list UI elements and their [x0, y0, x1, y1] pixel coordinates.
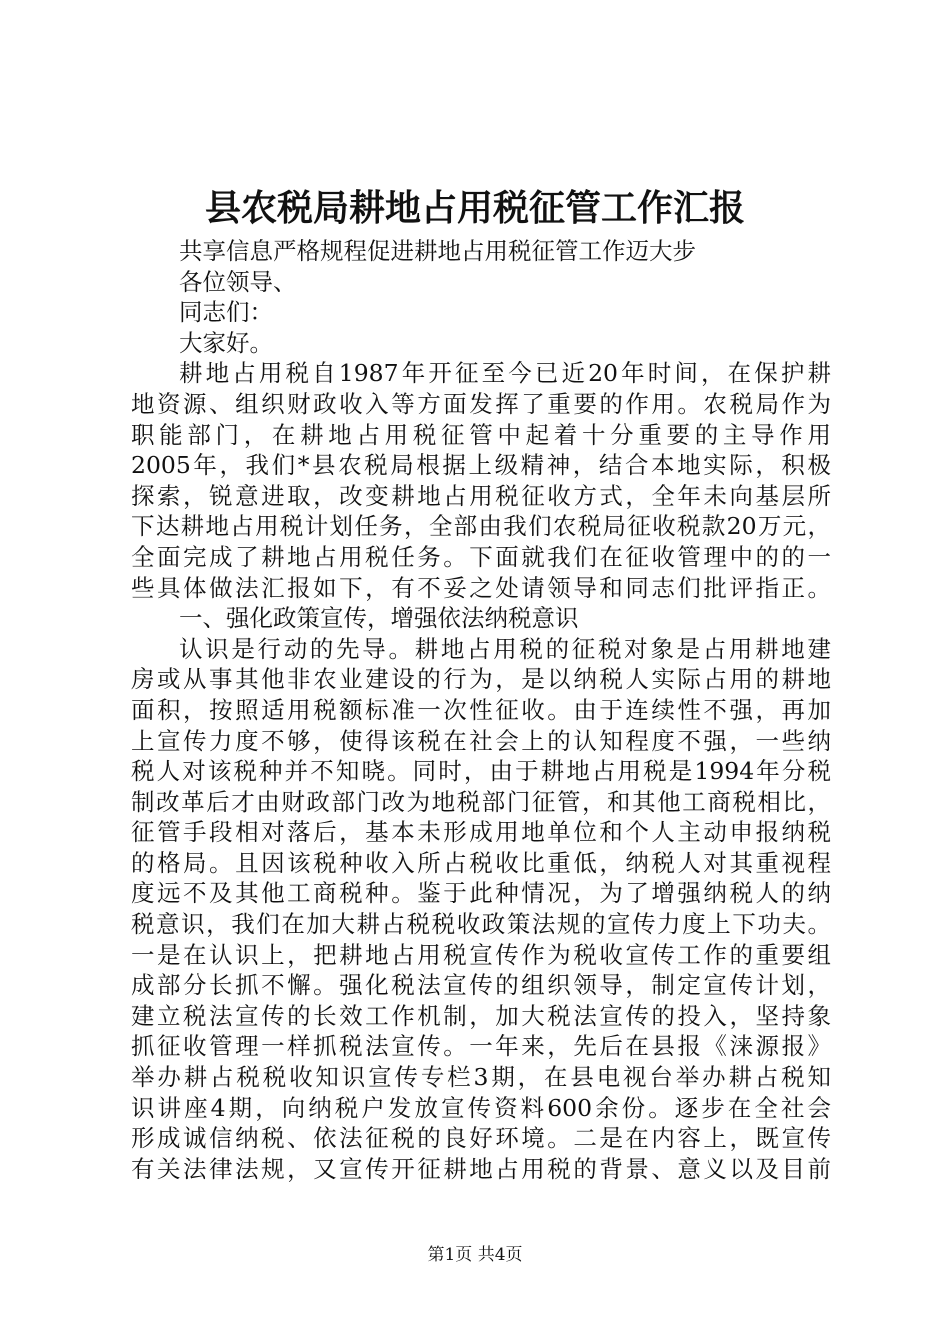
document-body	[131, 236, 831, 1184]
text-line: 面积，按照适用税额标准一次性征收。由于连续性不强，再加	[131, 695, 831, 724]
text-line: 地资源、组织财政收入等方面发挥了重要的作用。农税局作为	[131, 389, 831, 418]
text-line: 成部分长抓不懈。强化税法宣传的组织领导，制定宣传计划，	[131, 971, 831, 1000]
text-line: 税人对该税种并不知晓。同时，由于耕地占用税是1994年分税	[131, 757, 831, 786]
text-line: 全面完成了耕地占用税任务。下面就我们在征收管理中的的一	[131, 542, 831, 571]
text-line: 职能部门，在耕地占用税征管中起着十分重要的主导作用	[131, 420, 831, 449]
text-line: 2005年，我们*县农税局根据上级精神，结合本地实际，积极	[131, 451, 831, 480]
text-line: 征管手段相对落后，基本未形成用地单位和个人主动申报纳税	[131, 818, 831, 847]
text-line: 共享信息严格规程促进耕地占用税征管工作迈大步	[179, 237, 696, 265]
text-line: 些具体做法汇报如下，有不妥之处请领导和同志们批评指正。	[131, 573, 831, 602]
text-line: 形成诚信纳税、依法征税的良好环境。二是在内容上，既宣传	[131, 1124, 831, 1153]
text-line: 的格局。且因该税种收入所占税收比重低，纳税人对其重视程	[131, 848, 831, 877]
text-line: 制改革后才由财政部门改为地税部门征管，和其他工商税相比，	[131, 787, 831, 816]
text-line: 抓征收管理一样抓税法宣传。一年来，先后在县报《涞源报》	[131, 1032, 831, 1061]
text-line: 一、强化政策宣传，增强依法纳税意识	[179, 604, 579, 633]
text-line: 度远不及其他工商税种。鉴于此种情况，为了增强纳税人的纳	[131, 879, 831, 908]
text-line: 各位领导、	[179, 267, 297, 296]
text-line: 识讲座4期，向纳税户发放宣传资料600余份。逐步在全社会	[131, 1093, 831, 1122]
text-line: 一是在认识上，把耕地占用税宣传作为税收宣传工作的重要组	[131, 940, 831, 969]
text-line: 同志们：	[179, 298, 273, 327]
text-line: 探索，锐意进取，改变耕地占用税征收方式，全年未向基层所	[131, 481, 831, 510]
text-line: 税意识，我们在加大耕占税税收政策法规的宣传力度上下功夫。	[131, 910, 831, 939]
document-title: 县农税局耕地占用税征管工作汇报	[204, 187, 745, 229]
text-line: 大家好。	[179, 328, 273, 357]
text-line: 建立税法宣传的长效工作机制，加大税法宣传的投入，坚持象	[131, 1001, 831, 1030]
page-footer: 第1页 共4页	[427, 1245, 523, 1265]
text-line: 上宣传力度不够，使得该税在社会上的认知程度不强，一些纳	[131, 726, 831, 755]
text-line: 举办耕占税税收知识宣传专栏3期，在县电视台举办耕占税知	[131, 1063, 831, 1092]
text-line: 房或从事其他非农业建设的行为，是以纳税人实际占用的耕地	[131, 665, 831, 694]
text-line: 有关法律法规，又宣传开征耕地占用税的背景、意义以及目前	[131, 1154, 831, 1183]
text-line: 认识是行动的先导。耕地占用税的征税对象是占用耕地建	[179, 634, 831, 663]
text-line: 耕地占用税自1987年开征至今已近20年时间，在保护耕	[179, 359, 831, 388]
text-line: 下达耕地占用税计划任务，全部由我们农税局征收税款20万元，	[131, 512, 831, 541]
